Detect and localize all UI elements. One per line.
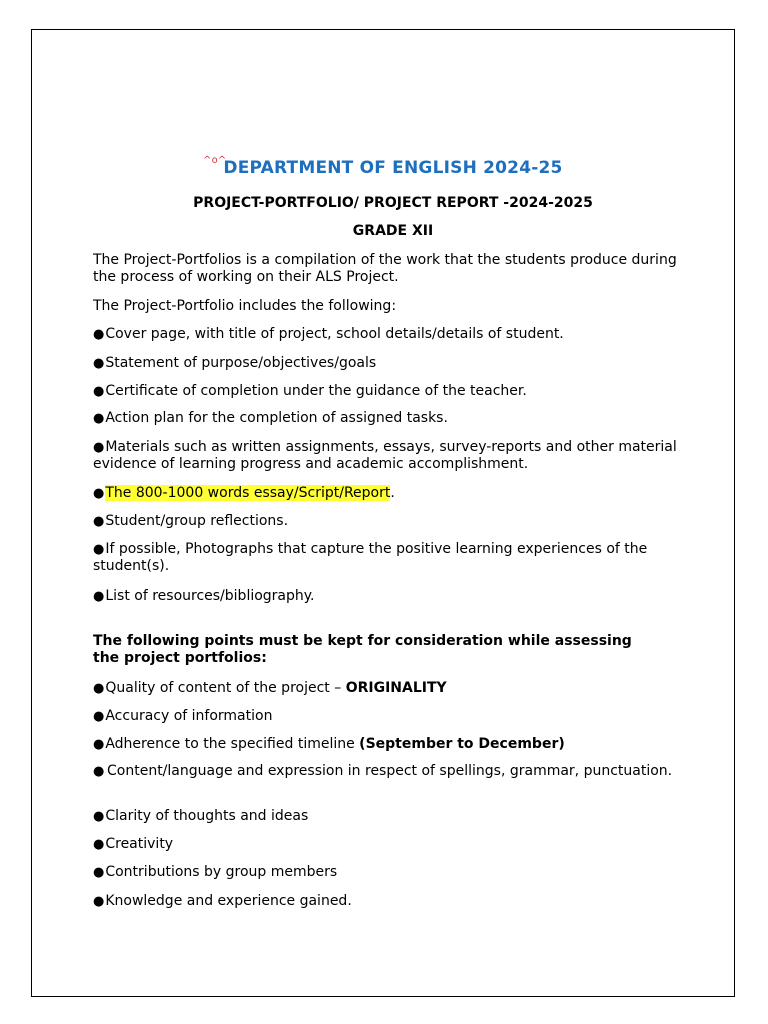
- list-item-text: Quality of content of the project –: [105, 680, 346, 696]
- list-item: [93, 439, 693, 473]
- list-item-text: Contributions by group members: [105, 864, 338, 880]
- bullet-icon: ●: [93, 737, 105, 752]
- bullet-icon: ●: [93, 837, 105, 852]
- bullet-icon: ●: [93, 681, 105, 696]
- list-item: [93, 355, 693, 372]
- assessment-heading: The following points must be kept for consideration while assessing the project portfolios:: [93, 633, 632, 666]
- list-item-text: Statement of purpose/objectives/goals: [105, 355, 377, 371]
- list-item-text: Student/group reflections.: [105, 513, 289, 529]
- list-item: [93, 326, 693, 343]
- bullet-icon: ●: [93, 327, 105, 342]
- list-item: [93, 513, 693, 530]
- bullet-icon: ●: [93, 356, 105, 371]
- grade-label: GRADE XII: [352, 223, 434, 239]
- list-item-text: Creativity: [105, 836, 174, 852]
- list-item-text: If possible, Photographs that capture the positive learning experiences of the student(s).: [93, 541, 648, 574]
- bullet-icon: ●: [93, 894, 105, 909]
- list-item: [93, 836, 693, 853]
- list-item: [93, 383, 693, 400]
- list-item: [93, 588, 693, 605]
- list-item-text: Cover page, with title of project, school details/details of student.: [105, 326, 564, 342]
- project-report-subtitle: PROJECT-PORTFOLIO/ PROJECT REPORT -2024-2025: [193, 195, 593, 211]
- bullet-icon: ●: [93, 411, 105, 426]
- list-item-text: Content/language and expression in respect of spellings, grammar, punctuation.: [107, 763, 673, 779]
- list-item-text: Materials such as written assignments, essays, survey-reports and other material evidence of learning progress and academic accomplishment.: [93, 439, 677, 472]
- bullet-icon: ●: [93, 589, 105, 604]
- bullet-icon: ●: [93, 809, 105, 824]
- highlighted-text: The 800-1000 words essay/Script/Report: [105, 485, 391, 501]
- list-item: [93, 808, 693, 825]
- list-item-text: Adherence to the specified timeline: [105, 736, 360, 752]
- list-item-highlighted: [93, 485, 693, 502]
- list-item: [93, 680, 693, 697]
- bullet-icon: ●: [93, 542, 105, 557]
- department-title: [93, 155, 693, 178]
- list-item-suffix: .: [390, 485, 395, 501]
- bullet-icon: ●: [93, 514, 105, 529]
- intro-paragraph: The Project-Portfolios is a compilation of the work that the students produce during the process of working on their ALS Project.: [93, 252, 677, 285]
- list-item-text: List of resources/bibliography.: [105, 588, 315, 604]
- list-item-text: Knowledge and experience gained.: [105, 893, 352, 909]
- list-item-bold: (September to December): [359, 736, 565, 752]
- document-page: [31, 29, 735, 997]
- list-item-text: Clarity of thoughts and ideas: [105, 808, 309, 824]
- includes-intro: The Project-Portfolio includes the following:: [93, 298, 397, 314]
- list-item: [93, 893, 693, 910]
- list-item-text: Accuracy of information: [105, 708, 273, 724]
- bullet-icon: ●: [93, 865, 105, 880]
- bullet-icon: ●: [93, 709, 105, 724]
- list-item: [93, 410, 693, 427]
- list-item-text: Certificate of completion under the guidance of the teacher.: [105, 383, 527, 399]
- list-item: [93, 736, 693, 753]
- list-item: [93, 541, 693, 575]
- bullet-icon: ●: [93, 486, 105, 501]
- list-item: [93, 864, 693, 881]
- bullet-icon: ●: [93, 384, 105, 399]
- department-title-text: DEPARTMENT OF ENGLISH 2024-25: [223, 158, 563, 178]
- bullet-icon: ●: [93, 440, 105, 455]
- logo-fragment-icon: ^o^: [203, 155, 227, 166]
- list-item: [93, 763, 693, 780]
- bullet-icon: ●: [93, 764, 105, 779]
- list-item-text: Action plan for the completion of assigned tasks.: [105, 410, 448, 426]
- list-item: [93, 708, 693, 725]
- list-item-bold: ORIGINALITY: [345, 680, 447, 696]
